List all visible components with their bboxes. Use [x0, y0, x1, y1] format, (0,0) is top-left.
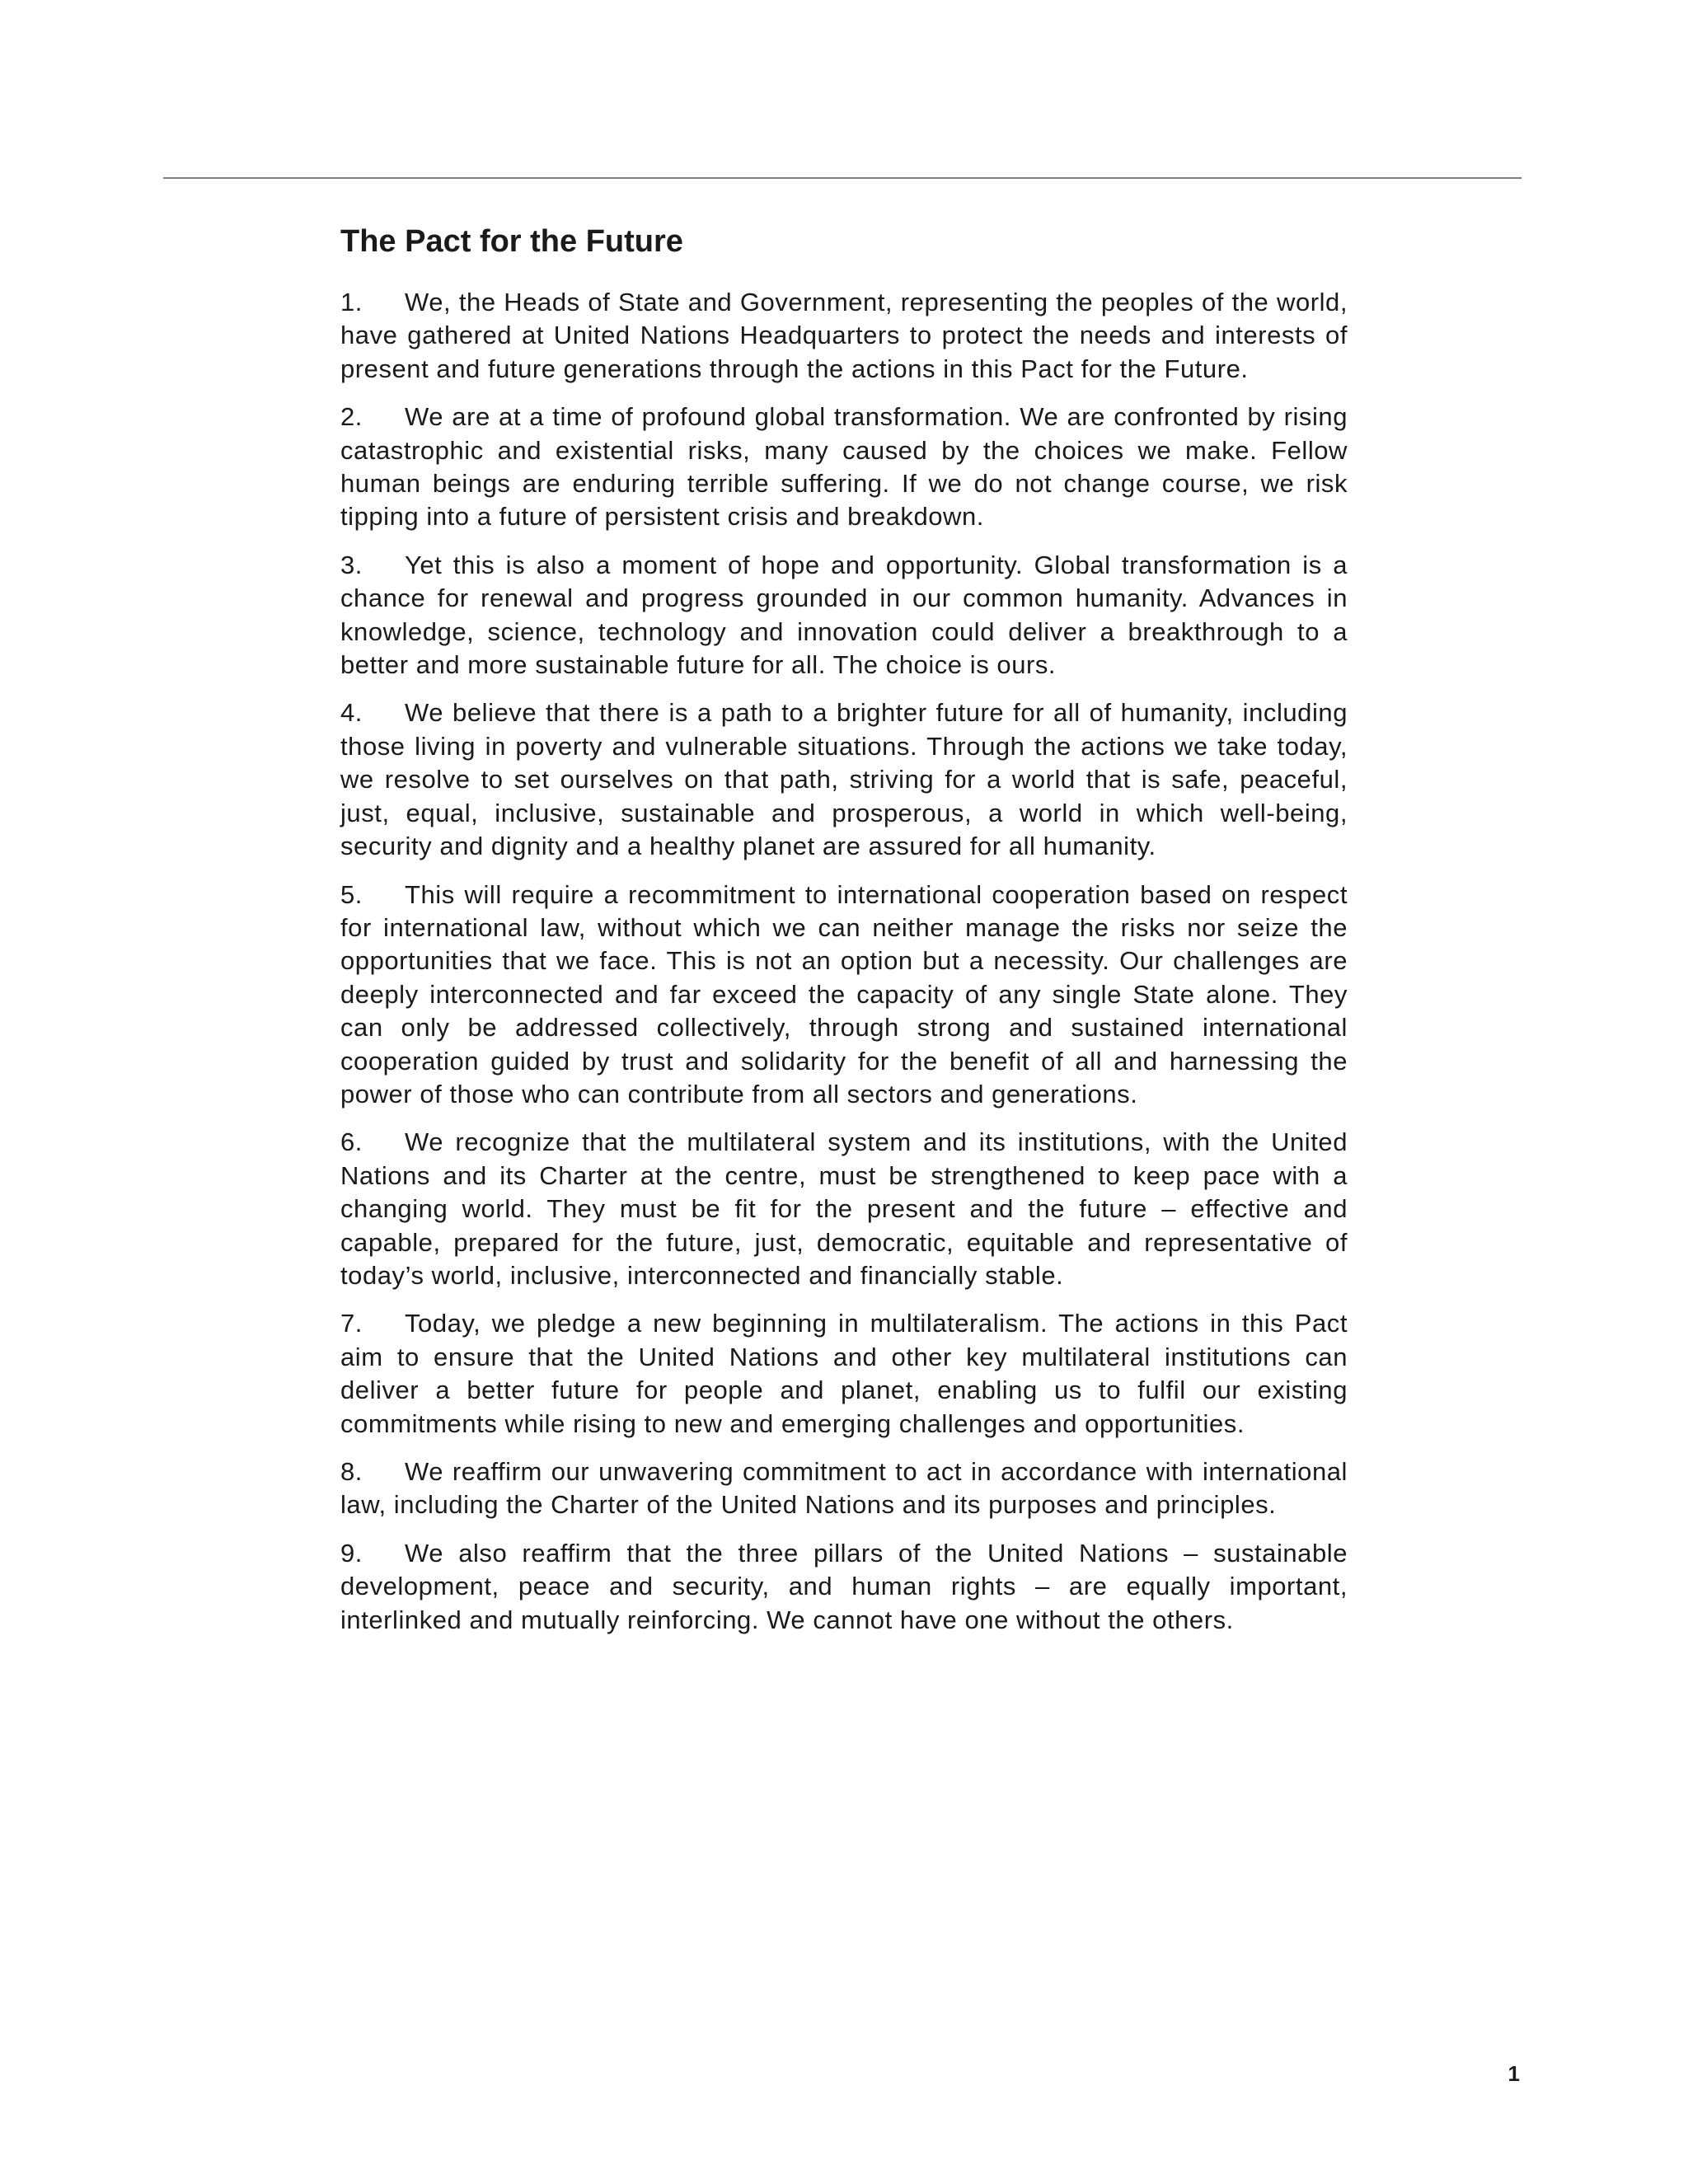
- paragraph-text: We are at a time of profound global transformation. We are confronted by rising catastrophic and existential risks, many caused by the choices we make. Fellow human beings are enduring terrible suffering. If we do not change course, we risk tipping into a future of persistent crisis and breakdown.: [340, 402, 1348, 532]
- page-title: The Pact for the Future: [340, 224, 683, 259]
- paragraph-6: [340, 1126, 1348, 1292]
- paragraph-number: 6.: [340, 1127, 363, 1157]
- paragraph-5: [340, 879, 1348, 1112]
- paragraph-1: [340, 286, 1348, 386]
- paragraph-4: [340, 696, 1348, 863]
- document-body: [340, 218, 1348, 1652]
- paragraph-text: We reaffirm our unwavering commitment to act in accordance with international law, including the Charter of the United Nations and its purposes and principles.: [340, 1457, 1348, 1520]
- paragraph-number: 5.: [340, 879, 363, 909]
- paragraph-3: [340, 549, 1348, 682]
- header-rule: [163, 177, 1522, 179]
- paragraph-8: [340, 1455, 1348, 1522]
- paragraph-number: 9.: [340, 1538, 363, 1568]
- paragraph-number: 8.: [340, 1457, 363, 1486]
- paragraph-number: 2.: [340, 402, 363, 432]
- paragraph-9: [340, 1537, 1348, 1637]
- page-number: 1: [1507, 2061, 1520, 2086]
- paragraph-text: Today, we pledge a new beginning in multilateralism. The actions in this Pact aim to ensure that the United Nations and other key multilateral institutions can deliver a better future for people and planet, enabling us to fulfil our existing commitments while rising to new and emerging challenges and opportunities.: [340, 1309, 1348, 1438]
- paragraph-number: 4.: [340, 698, 363, 728]
- paragraph-text: We, the Heads of State and Government, representing the peoples of the world, have gathered at United Nations Headquarters to protect the needs and interests of present and future generations through the actions in this Pact for the Future.: [340, 288, 1348, 383]
- paragraph-text: We recognize that the multilateral system and its institutions, with the United Nations and its Charter at the centre, must be strengthened to keep pace with a changing world. They must be fit for the present and the future – effective and capable, prepared for the future, just, democratic, equitable and representative of today’s world, inclusive, interconnected and financially stable.: [340, 1127, 1348, 1290]
- paragraph-text: Yet this is also a moment of hope and opportunity. Global transformation is a chance for renewal and progress grounded in our common humanity. Advances in knowledge, science, technology and innovation could deliver a breakthrough to a better and more sustainable future for all. The choice is ours.: [340, 550, 1348, 680]
- paragraph-text: We believe that there is a path to a brighter future for all of humanity, including those living in poverty and vulnerable situations. Through the actions we take today, we resolve to set ourselves on that path, striving for a world that is safe, peaceful, just, equal, inclusive, sustainable and prosperous, a world in which well-being, security and dignity and a healthy planet are assured for all humanity.: [340, 698, 1348, 861]
- paragraph-number: 1.: [340, 288, 363, 316]
- paragraph-2: [340, 401, 1348, 534]
- paragraph-text: We also reaffirm that the three pillars of the United Nations – sustainable development, peace and security, and human rights – are equally important, interlinked and mutually reinforcing. We cannot have one without the others.: [340, 1538, 1348, 1634]
- paragraph-number: 7.: [340, 1309, 363, 1338]
- paragraph-7: [340, 1307, 1348, 1441]
- paragraph-number: 3.: [340, 550, 363, 579]
- paragraph-text: This will require a recommitment to international cooperation based on respect for international law, without which we can neither manage the risks nor seize the opportunities that we face. This is not an option but a necessity. Our challenges are deeply interconnected and far exceed the capacity of any single State alone. They can only be addressed collectively, through strong and sustained international cooperation guided by trust and solidarity for the benefit of all and harnessing the power of those who can contribute from all sectors and generations.: [340, 879, 1348, 1108]
